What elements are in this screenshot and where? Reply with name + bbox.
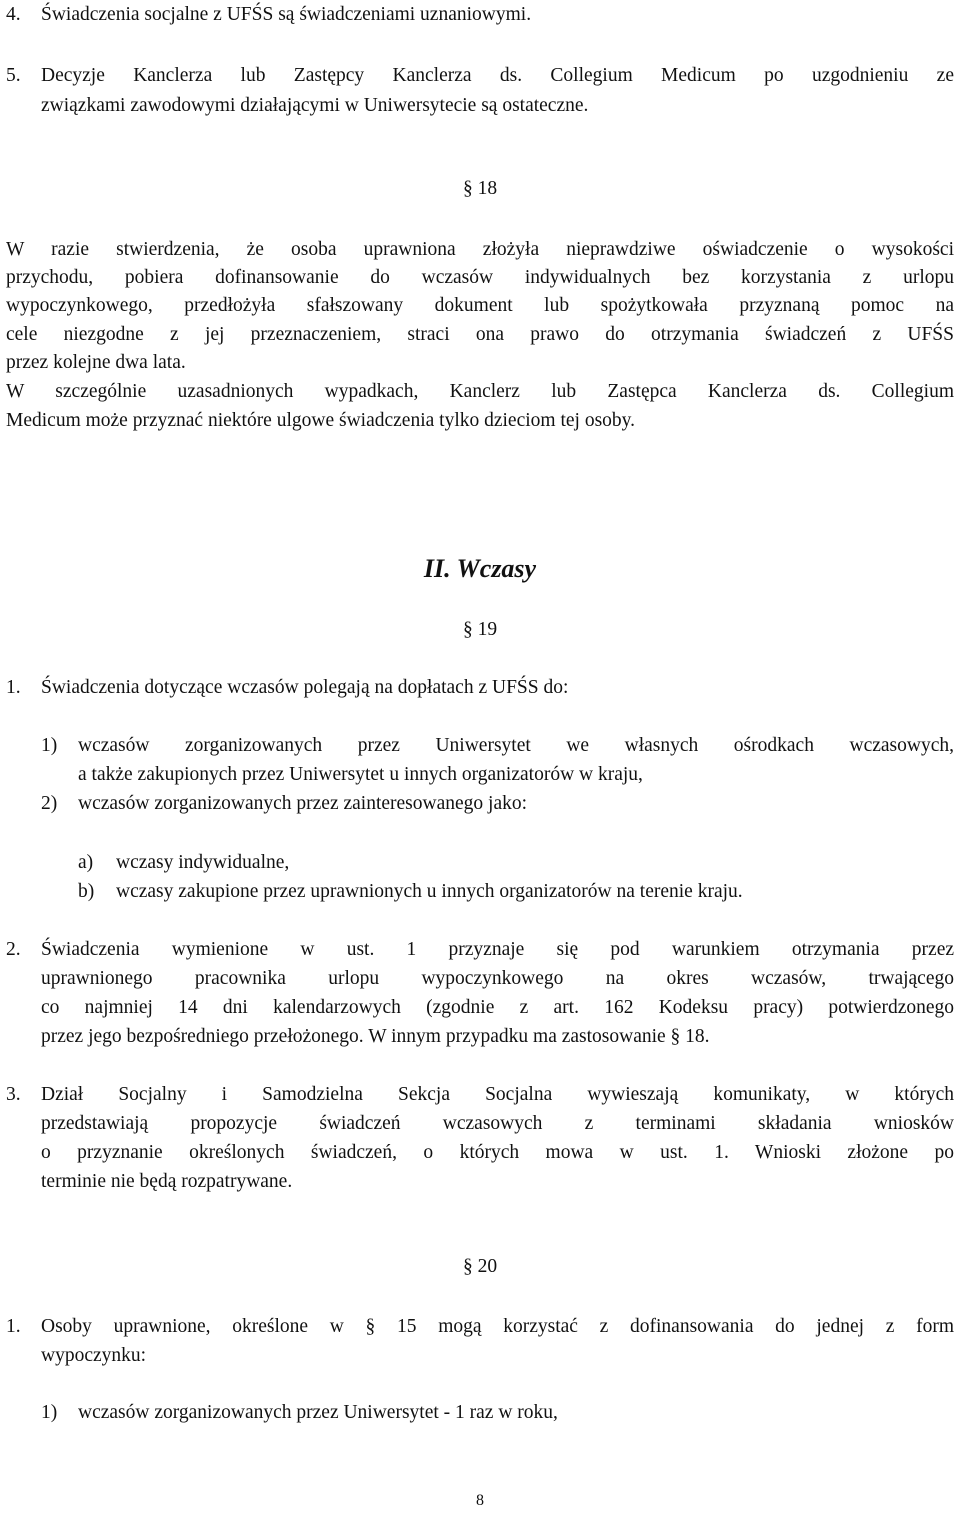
paragraph-line: uprawnionego pracownika urlopu wypoczynkowego na okres wczasów, trwającego [41, 968, 954, 989]
paragraph-line: cele niezgodne z jej przeznaczeniem, straci ona prawo do otrzymania świadczeń z UFŚS [6, 324, 954, 345]
paragraph-line: przychodu, pobiera dofinansowanie do wczasów indywidualnych bez korzystania z urlopu [6, 267, 954, 288]
item-number: 1. [6, 1316, 21, 1337]
list-number: 2) [41, 793, 58, 814]
item-number: 2. [6, 939, 21, 960]
paragraph-text: Świadczenia dotyczące wczasów polegają na dopłatach z UFŚS do: [41, 677, 569, 698]
sublist-letter: b) [78, 881, 95, 902]
item-number: 5. [6, 65, 21, 86]
paragraph-line: Dział Socjalny i Samodzielna Sekcja Socjalna wywieszają komunikaty, w których [41, 1084, 954, 1105]
list-item-text: a także zakupionych przez Uniwersytet u innych organizatorów w kraju, [78, 764, 643, 785]
paragraph-line: Świadczenia wymienione w ust. 1 przyznaje się pod warunkiem otrzymania przez [41, 939, 954, 960]
item-number: 3. [6, 1084, 21, 1105]
section-title: § 18 [462, 178, 498, 199]
page-number: 8 [476, 1492, 484, 1509]
sublist-letter: a) [78, 852, 94, 873]
paragraph-line: wypoczynkowego, przedłożyła sfałszowany dokument lub spożytkowała przyznaną pomoc na [6, 295, 954, 316]
paragraph-line: W razie stwierdzenia, że osoba uprawniona złożyła nieprawdziwe oświadczenie o wysokości [6, 239, 954, 260]
list-item-text: wczasów zorganizowanych przez Uniwersytet we własnych ośrodkach wczasowych, [78, 735, 954, 756]
section-title: § 20 [462, 1256, 498, 1277]
list-number: 1) [41, 735, 58, 756]
paragraph-line: Osoby uprawnione, określone w § 15 mogą korzystać z dofinansowania do jednej z form [41, 1316, 954, 1337]
paragraph-line: Medicum może przyznać niektóre ulgowe świadczenia tylko dzieciom tej osoby. [6, 410, 636, 431]
paragraph-line: terminie nie będą rozpatrywane. [41, 1171, 293, 1192]
item-number: 4. [6, 4, 21, 25]
paragraph-text: Świadczenia socjalne z UFŚS są świadczeniami uznaniowymi. [41, 4, 532, 25]
paragraph-line: W szczególnie uzasadnionych wypadkach, Kanclerz lub Zastępca Kanclerza ds. Collegium [6, 381, 954, 402]
paragraph-line: przedstawiają propozycje świadczeń wczasowych z terminami składania wniosków [41, 1113, 954, 1134]
paragraph-text: Decyzje Kanclerza lub Zastępcy Kanclerza ds. Collegium Medicum po uzgodnieniu ze [41, 65, 954, 86]
chapter-heading: II. Wczasy [423, 554, 537, 583]
item-number: 1. [6, 677, 21, 698]
paragraph-line: przez jego bezpośredniego przełożonego. W innym przypadku ma zastosowanie § 18. [41, 1026, 710, 1047]
paragraph-line: przez kolejne dwa lata. [6, 352, 186, 373]
sublist-item-text: wczasy zakupione przez uprawnionych u innych organizatorów na terenie kraju. [116, 881, 743, 902]
list-number: 1) [41, 1402, 58, 1423]
paragraph-line: co najmniej 14 dni kalendarzowych (zgodnie z art. 162 Kodeksu pracy) potwierdzonego [41, 997, 954, 1018]
paragraph-line: o przyznanie określonych świadczeń, o których mowa w ust. 1. Wnioski złożone po [41, 1142, 954, 1163]
list-item-text: wczasów zorganizowanych przez zainteresowanego jako: [78, 793, 528, 814]
paragraph-text: związkami zawodowymi działającymi w Uniwersytecie są ostateczne. [41, 95, 589, 116]
list-item-text: wczasów zorganizowanych przez Uniwersytet - 1 raz w roku, [78, 1402, 558, 1423]
section-title: § 19 [462, 619, 498, 640]
paragraph-line: wypoczynku: [41, 1345, 147, 1366]
sublist-item-text: wczasy indywidualne, [116, 852, 290, 873]
